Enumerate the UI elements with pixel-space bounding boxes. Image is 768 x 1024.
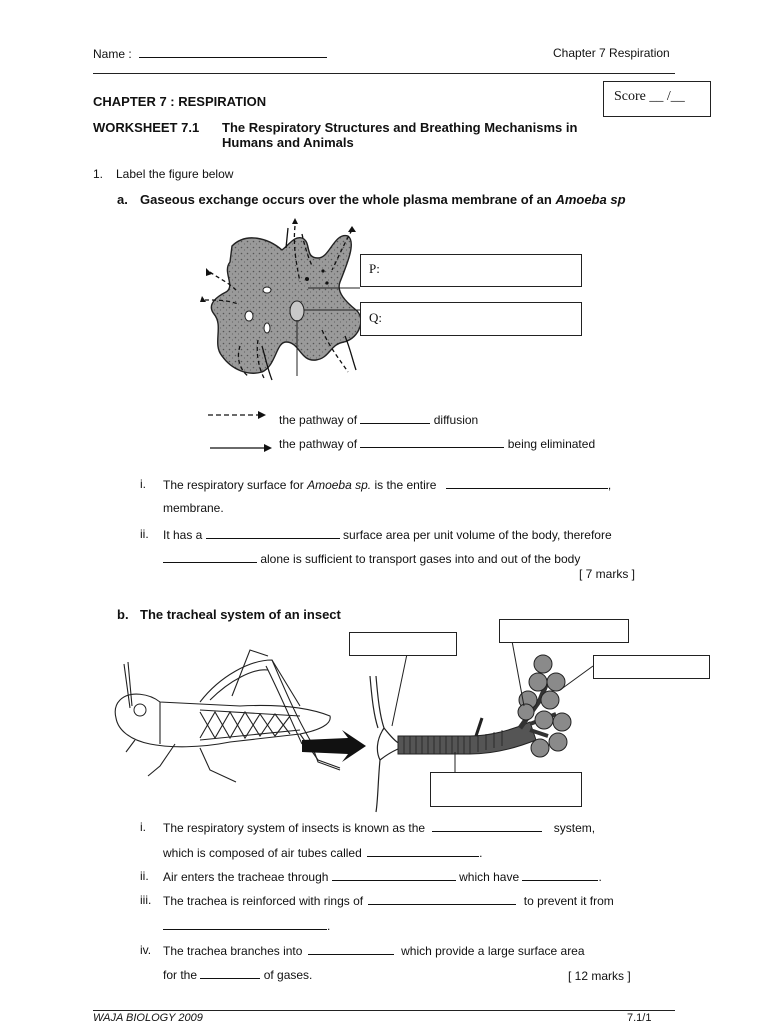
part-a-item-1-post: , [607,478,612,492]
part-b-item-1-continued [163,845,482,860]
part-b-item-2 [163,869,602,884]
part-b-item-1-cont-pre: which is composed of air tubes called [163,846,366,860]
insect-label-box-3[interactable] [593,655,710,679]
insect-label-box-2[interactable] [499,619,629,643]
part-b-item-2-post: . [598,870,602,884]
label-q: Q: [369,310,382,325]
part-a-heading-species: Amoeba sp [555,192,626,207]
part-b-item-1-blank-2[interactable] [367,845,479,857]
part-b-item-3 [163,893,614,908]
part-b-marks: [ 12 marks ] [568,969,631,983]
part-b-item-2-number: ii. [140,869,149,883]
footer-rule [93,1010,675,1011]
legend-solid-post: being eliminated [504,437,596,451]
part-a-letter: a. [117,192,128,207]
part-b-item-4-blank-1[interactable] [308,943,394,955]
part-b-heading: The tracheal system of an insect [140,607,341,622]
insect-label-box-4[interactable] [430,772,582,807]
part-b-item-4-cont-post: of gases. [260,968,313,982]
worksheet-number: WORKSHEET 7.1 [93,120,200,135]
legend-dashed-pre: the pathway of [279,413,361,427]
part-b-item-1 [163,820,595,835]
part-a-item-1-species: Amoeba sp. [307,478,372,492]
part-b-item-1-post: system, [550,821,596,835]
magnify-arrow [302,730,366,762]
part-b-letter: b. [117,607,129,622]
part-a-item-2-pre: It has a [163,528,206,542]
part-b-item-3-number: iii. [140,893,152,907]
grasshopper-drawing [115,650,340,782]
part-b-item-3-blank-2[interactable] [163,918,327,930]
question-number: 1. [93,167,104,181]
part-b-item-4-cont-pre: for the [163,968,201,982]
part-b-item-2-mid: which have [455,870,523,884]
part-b-item-4-post: which provide a large surface area [397,944,585,958]
part-b-item-3-cont-post: . [327,919,331,933]
part-a-item-1-continued: membrane. [163,501,224,515]
part-b-item-4-blank-2[interactable] [200,967,260,979]
part-b-item-3-blank-1[interactable] [368,893,516,905]
worksheet-title-line1: The Respiratory Structures and Breathing Mechanisms in [222,120,578,135]
part-b-item-2-blank-2[interactable] [522,869,598,881]
part-b-item-4 [163,943,585,958]
part-b-item-4-pre: The trachea branches into [163,944,306,958]
part-b-item-4-number: iv. [140,943,152,957]
worksheet-title-line2: Humans and Animals [222,135,354,150]
legend-solid-pre: the pathway of [279,437,361,451]
part-b-item-1-pre: The respiratory system of insects is known as the [163,821,429,835]
part-a-marks: [ 7 marks ] [579,567,636,581]
part-b-item-2-blank-1[interactable] [332,869,456,881]
part-a-item-1-number: i. [140,477,146,491]
chapter-reference: Chapter 7 Respiration [553,46,670,60]
part-b-item-3-continued [163,918,330,933]
part-a-item-2-number: ii. [140,527,149,541]
part-a-heading-text: Gaseous exchange occurs over the whole plasma membrane of an [140,192,556,207]
label-p: P: [369,261,380,276]
score-label: Score __ /__ [614,89,685,104]
part-a-item-2-post: alone is sufficient to transport gases into and out of the body [257,552,581,566]
part-a-item-1-mid: is the entire [371,478,440,492]
chapter-title: CHAPTER 7 : RESPIRATION [93,94,267,109]
footer-page-number: 7.1/1 [627,1012,652,1024]
part-b-item-3-pre: The trachea is reinforced with rings of [163,894,367,908]
question-text: Label the figure below [116,167,234,181]
name-label: Name : [93,47,132,61]
part-b-item-1-number: i. [140,820,146,834]
insect-label-box-1[interactable] [349,632,457,656]
part-a-item-1-pre: The respiratory surface for [163,478,308,492]
legend-dashed-post: diffusion [430,413,479,427]
part-a-item-2-mid: surface area per unit volume of the body, therefore [339,528,612,542]
part-b-item-4-continued [163,967,312,982]
part-b-item-1-cont-post: . [479,846,483,860]
part-b-item-3-post: to prevent it from [520,894,614,908]
part-b-item-1-blank-1[interactable] [432,820,542,832]
part-b-item-2-pre: Air enters the tracheae through [163,870,332,884]
footer-left: WAJA BIOLOGY 2009 [93,1012,203,1024]
